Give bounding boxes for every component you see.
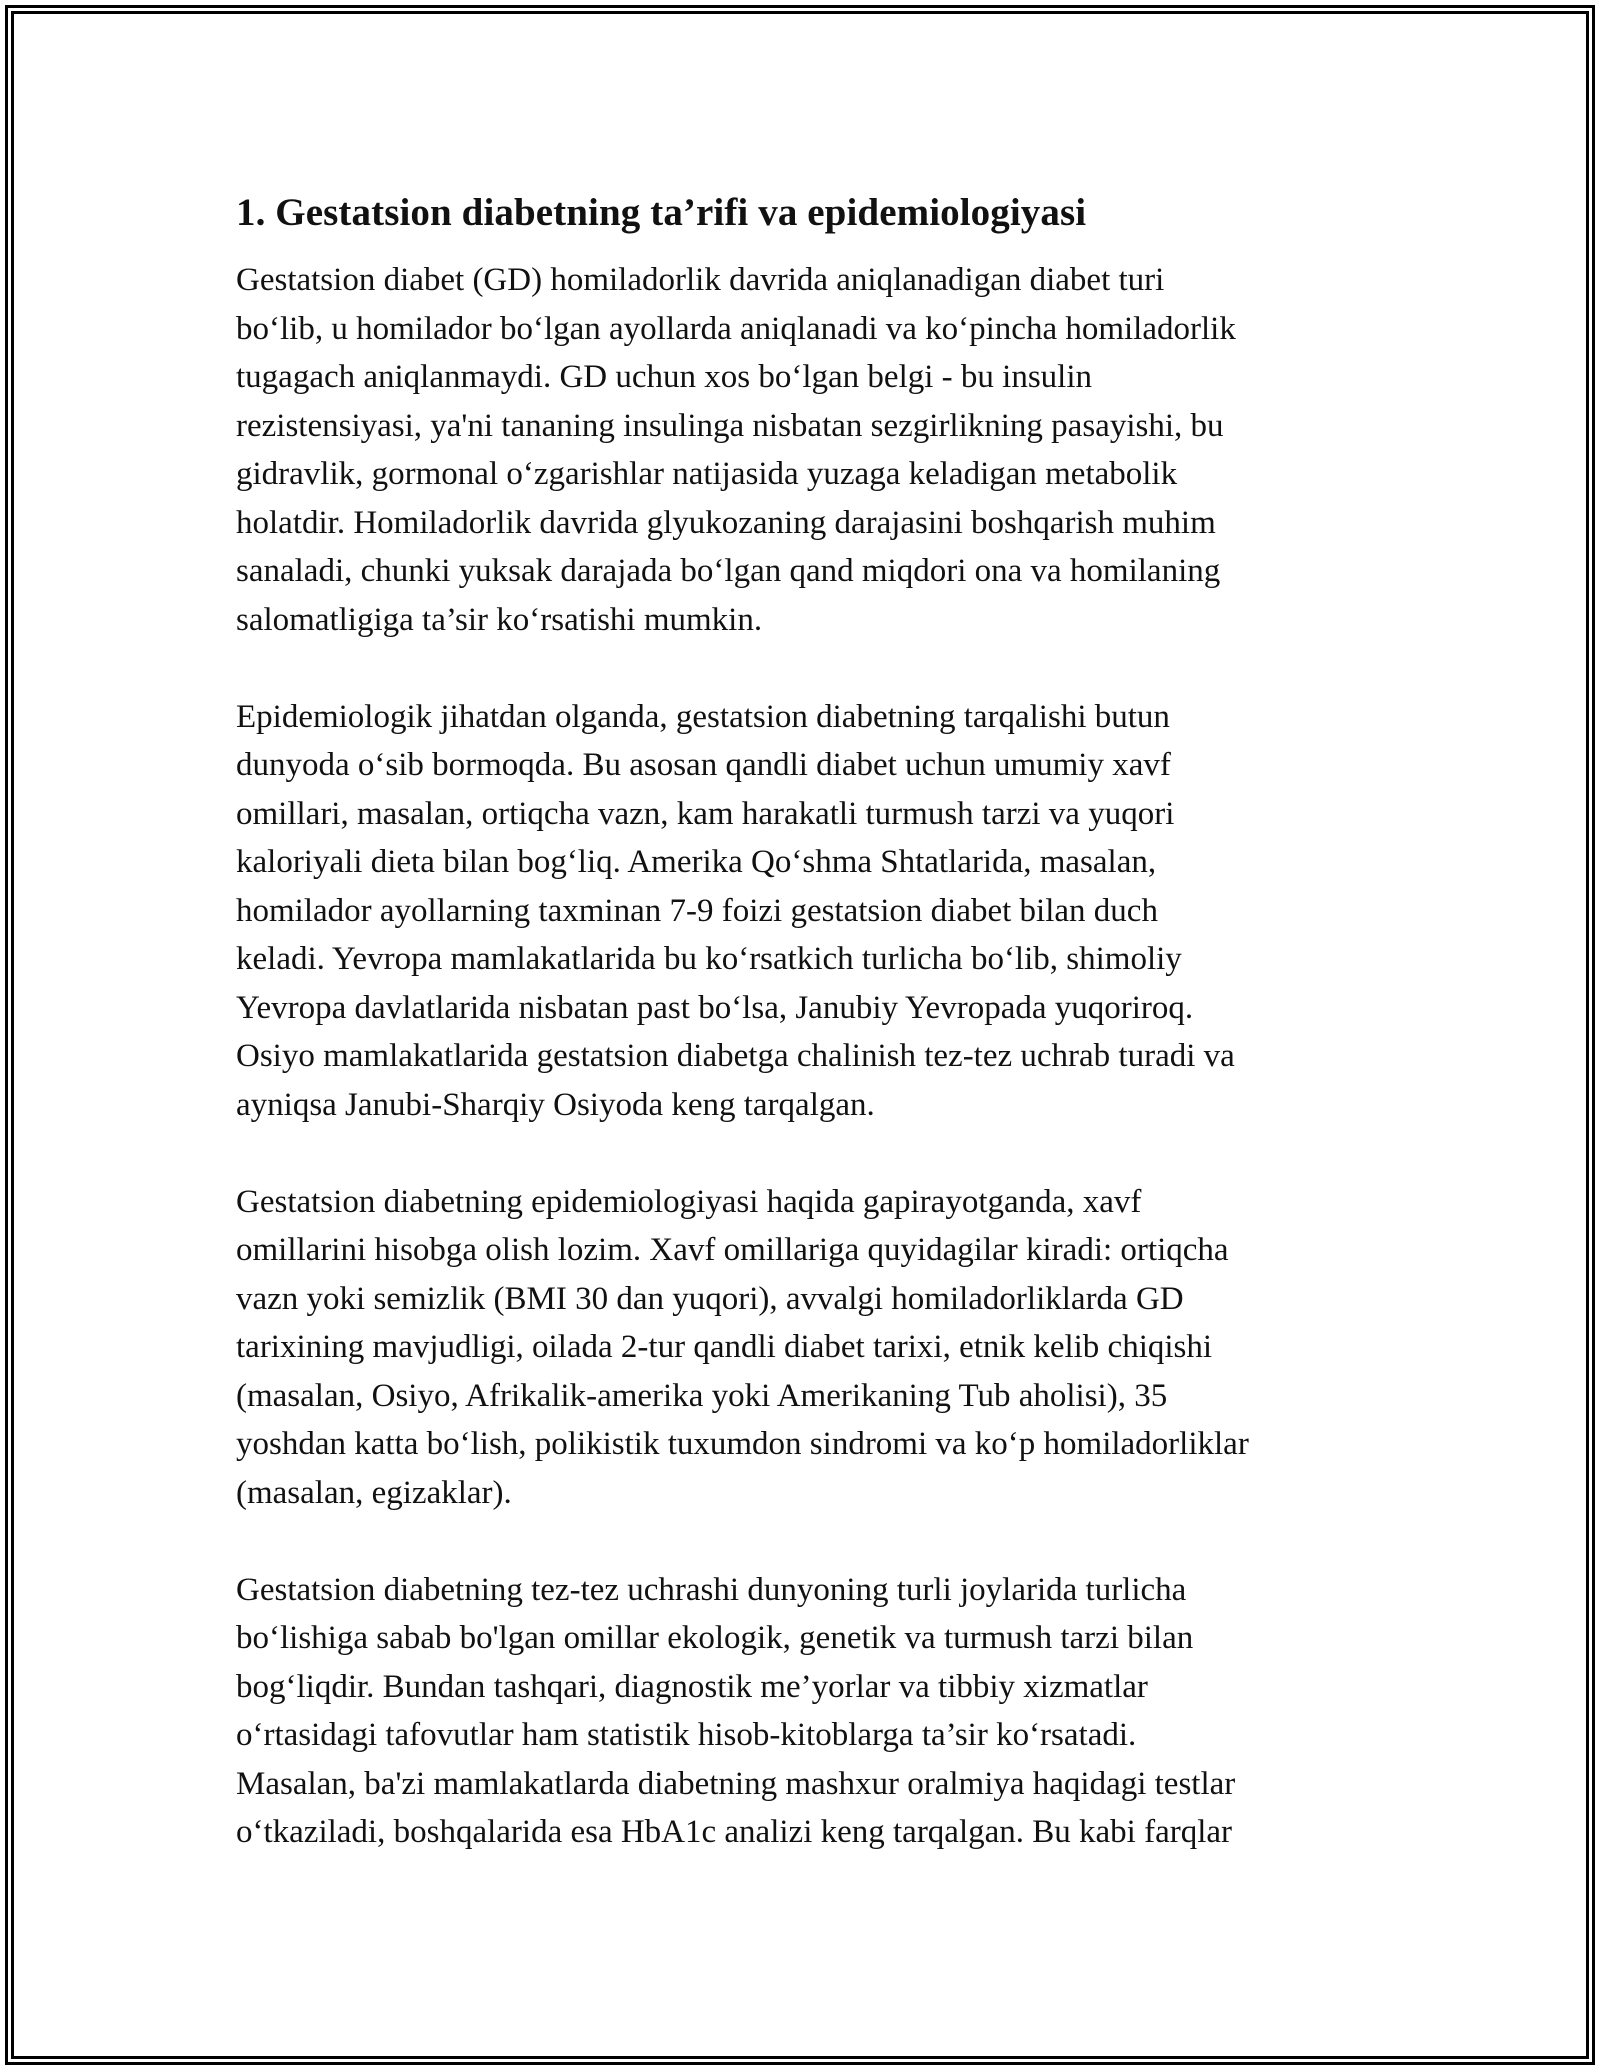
text-line: omillarini hisobga olish lozim. Xavf omillariga quyidagilar kiradi: ortiqcha — [236, 1232, 1229, 1268]
paragraph-regional-differences — [236, 1566, 1376, 1857]
text-line: Epidemiologik jihatdan olganda, gestatsion diabetning tarqalishi butun — [236, 698, 1170, 735]
text-line: tugagach aniqlanmaydi. GD uchun xos bo‘lgan belgi - bu insulin — [236, 359, 1093, 395]
text-line: Osiyo mamlakatlarida gestatsion diabetga chalinish tez-tez uchrab turadi va — [236, 1038, 1235, 1074]
paragraph-epidemiology — [236, 693, 1376, 1130]
paragraph-definition — [236, 256, 1376, 644]
text-line: kaloriyali dieta bilan bog‘liq. Amerika Qo‘shma Shtatlarida, masalan, — [236, 844, 1157, 880]
text-line: o‘tkaziladi, boshqalarida esa HbA1c analizi keng tarqalgan. Bu kabi farqlar — [236, 1814, 1233, 1850]
text-line: Gestatsion diabetning epidemiologiyasi haqida gapirayotganda, xavf — [236, 1183, 1142, 1220]
text-line: bo‘lishiga sabab bo'lgan omillar ekologik, genetik va turmush tarzi bilan — [236, 1620, 1194, 1656]
paragraph-risk-factors — [236, 1178, 1376, 1518]
text-line: vazn yoki semizlik (BMI 30 dan yuqori), avvalgi homiladorliklarda GD — [236, 1280, 1184, 1317]
text-line: salomatligiga ta’sir ko‘rsatishi mumkin. — [236, 601, 763, 638]
text-line: bo‘lib, u homilador bo‘lgan ayollarda aniqlanadi va ko‘pincha homiladorlik — [236, 310, 1236, 347]
text-line: ayniqsa Janubi-Sharqiy Osiyoda keng tarqalgan. — [236, 1086, 875, 1123]
document-content — [236, 184, 1376, 1857]
text-line: dunyoda o‘sib bormoqda. Bu asosan qandli diabet uchun umumiy xavf — [236, 747, 1171, 783]
text-line: sanaladi, chunki yuksak darajada bo‘lgan qand miqdori ona va homilaning — [236, 553, 1221, 589]
text-line: omillari, masalan, ortiqcha vazn, kam harakatli turmush tarzi va yuqori — [236, 795, 1175, 832]
text-line: Yevropa davlatlarida nisbatan past bo‘lsa, Janubiy Yevropada yuqoriroq. — [236, 989, 1194, 1026]
text-line: o‘rtasidagi tafovutlar ham statistik hisob-kitoblarga ta’sir ko‘rsatadi. — [236, 1717, 1137, 1753]
text-line: (masalan, Osiyo, Afrikalik-amerika yoki Amerikaning Tub aholisi), 35 — [236, 1377, 1168, 1414]
text-line: Gestatsion diabetning tez-tez uchrashi dunyoning turli joylarida turlicha — [236, 1571, 1187, 1608]
section-heading: 1. Gestatsion diabetning ta’rifi va epidemiologiyasi — [236, 191, 1087, 234]
text-line: tarixining mavjudligi, oilada 2-tur qandli diabet tarixi, etnik kelib chiqishi — [236, 1329, 1213, 1365]
text-line: keladi. Yevropa mamlakatlarida bu ko‘rsatkich turlicha bo‘lib, shimoliy — [236, 941, 1182, 977]
text-line: Masalan, ba'zi mamlakatlarda diabetning mashxur oralmiya haqidagi testlar — [236, 1765, 1236, 1802]
text-line: gidravlik, gormonal o‘zgarishlar natijasida yuzaga keladigan metabolik — [236, 456, 1178, 492]
text-line: holatdir. Homiladorlik davrida glyukozaning darajasini boshqarish muhim — [236, 504, 1216, 541]
text-line: homilador ayollarning taxminan 7-9 foizi gestatsion diabet bilan duch — [236, 892, 1158, 929]
text-line: rezistensiyasi, ya'ni tananing insulinga nisbatan sezgirlikning pasayishi, bu — [236, 407, 1224, 444]
text-line: bog‘liqdir. Bundan tashqari, diagnostik me’yorlar va tibbiy xizmatlar — [236, 1668, 1148, 1705]
text-line: (masalan, egizaklar). — [236, 1474, 512, 1511]
text-line: yoshdan katta bo‘lish, polikistik tuxumdon sindromi va ko‘p homiladorliklar — [236, 1426, 1249, 1462]
text-line: Gestatsion diabet (GD) homiladorlik davrida aniqlanadigan diabet turi — [236, 262, 1165, 298]
